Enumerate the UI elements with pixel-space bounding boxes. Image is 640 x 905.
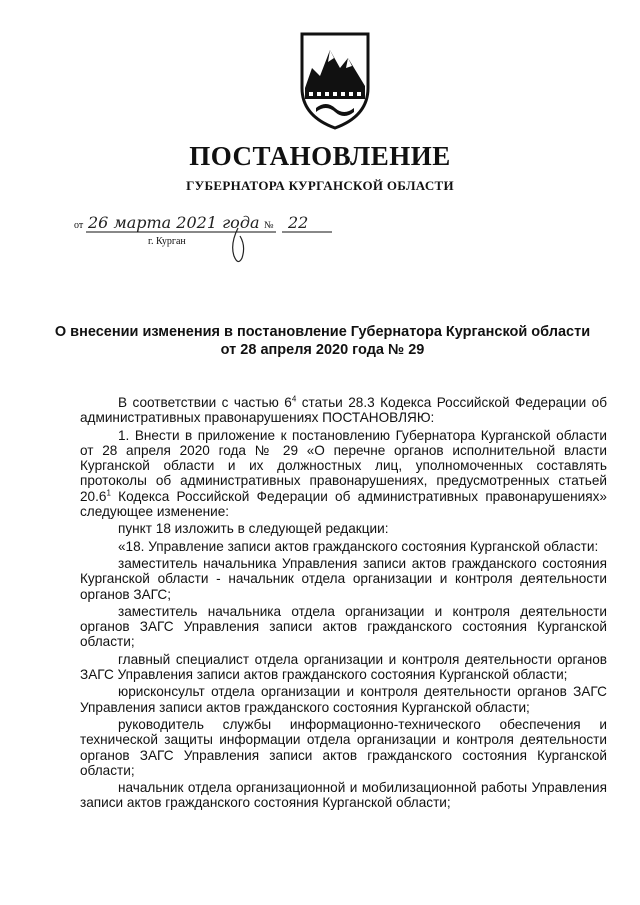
city: г. Курган: [148, 236, 186, 247]
document-headline: [40, 323, 605, 359]
paragraph-2: 1. Внести в приложение к постановлению Губернатора Курганской области от 28 апреля 2020 года № 29 «О перечне органов исполнительной власти Курганской области и их должностных лиц, уполномоченных составлять протоколы об административных правонарушениях, предусмотренных статьей 20.6$^1$ Кодекса Российской Федерации об административных правонарушениях» следующее изменение:: [80, 427, 607, 520]
date-handwritten: 26 марта 2021 года: [88, 213, 260, 232]
document-body: [80, 395, 607, 813]
number-prefix: №: [264, 220, 274, 231]
paragraph-4: «18. Управление записи актов гражданского состояния Курганской области:: [118, 538, 599, 554]
number-handwritten: 22: [288, 213, 309, 232]
paragraph-6: заместитель начальника отдела организации и контроля деятельности органов ЗАГС Управления записи актов гражданского состояния Курганской области;: [80, 603, 607, 650]
document-title: ПОСТАНОВЛЕНИЕ: [189, 141, 451, 171]
paragraph-5: заместитель начальника Управления записи актов гражданского состояния Курганской области - начальник отдела организации и контроля деятельности органов ЗАГС;: [80, 555, 607, 602]
document-subtitle: ГУБЕРНАТОРА КУРГАНСКОЙ ОБЛАСТИ: [186, 178, 454, 193]
headline-line-1: О внесении изменения в постановление Губернатора Курганской области: [54, 324, 591, 340]
paragraph-1: В соответствии с частью $6^4$ статьи 28.3 Кодекса Российской Федерации об административных правонарушениях ПОСТАНОВЛЯЮ:: [80, 394, 607, 426]
coat-of-arms-icon: [296, 28, 374, 132]
signature-stroke-icon: [226, 226, 248, 270]
paragraph-10: начальник отдела организационной и мобилизационной работы Управления записи актов гражданского состояния Курганской области;: [80, 780, 607, 811]
paragraph-8: юрисконсульт отдела организации и контроля деятельности органов ЗАГС Управления записи актов гражданского состояния Курганской области;: [80, 684, 607, 715]
paragraph-3: пункт 18 изложить в следующей редакции:: [118, 521, 389, 537]
headline-line-2: от 28 апреля 2020 года № 29: [220, 342, 425, 358]
date-prefix: от: [74, 220, 84, 231]
number-underline: [282, 231, 332, 235]
paragraph-9: руководитель службы информационно-технического обеспечения и технической защиты информации отдела организации и контроля деятельности органов ЗАГС Управления записи актов гражданского состояния Курганской области;: [80, 716, 607, 778]
paragraph-7: главный специалист отдела организации и контроля деятельности органов ЗАГС Управления записи актов гражданского состояния Курганской области;: [80, 651, 607, 683]
